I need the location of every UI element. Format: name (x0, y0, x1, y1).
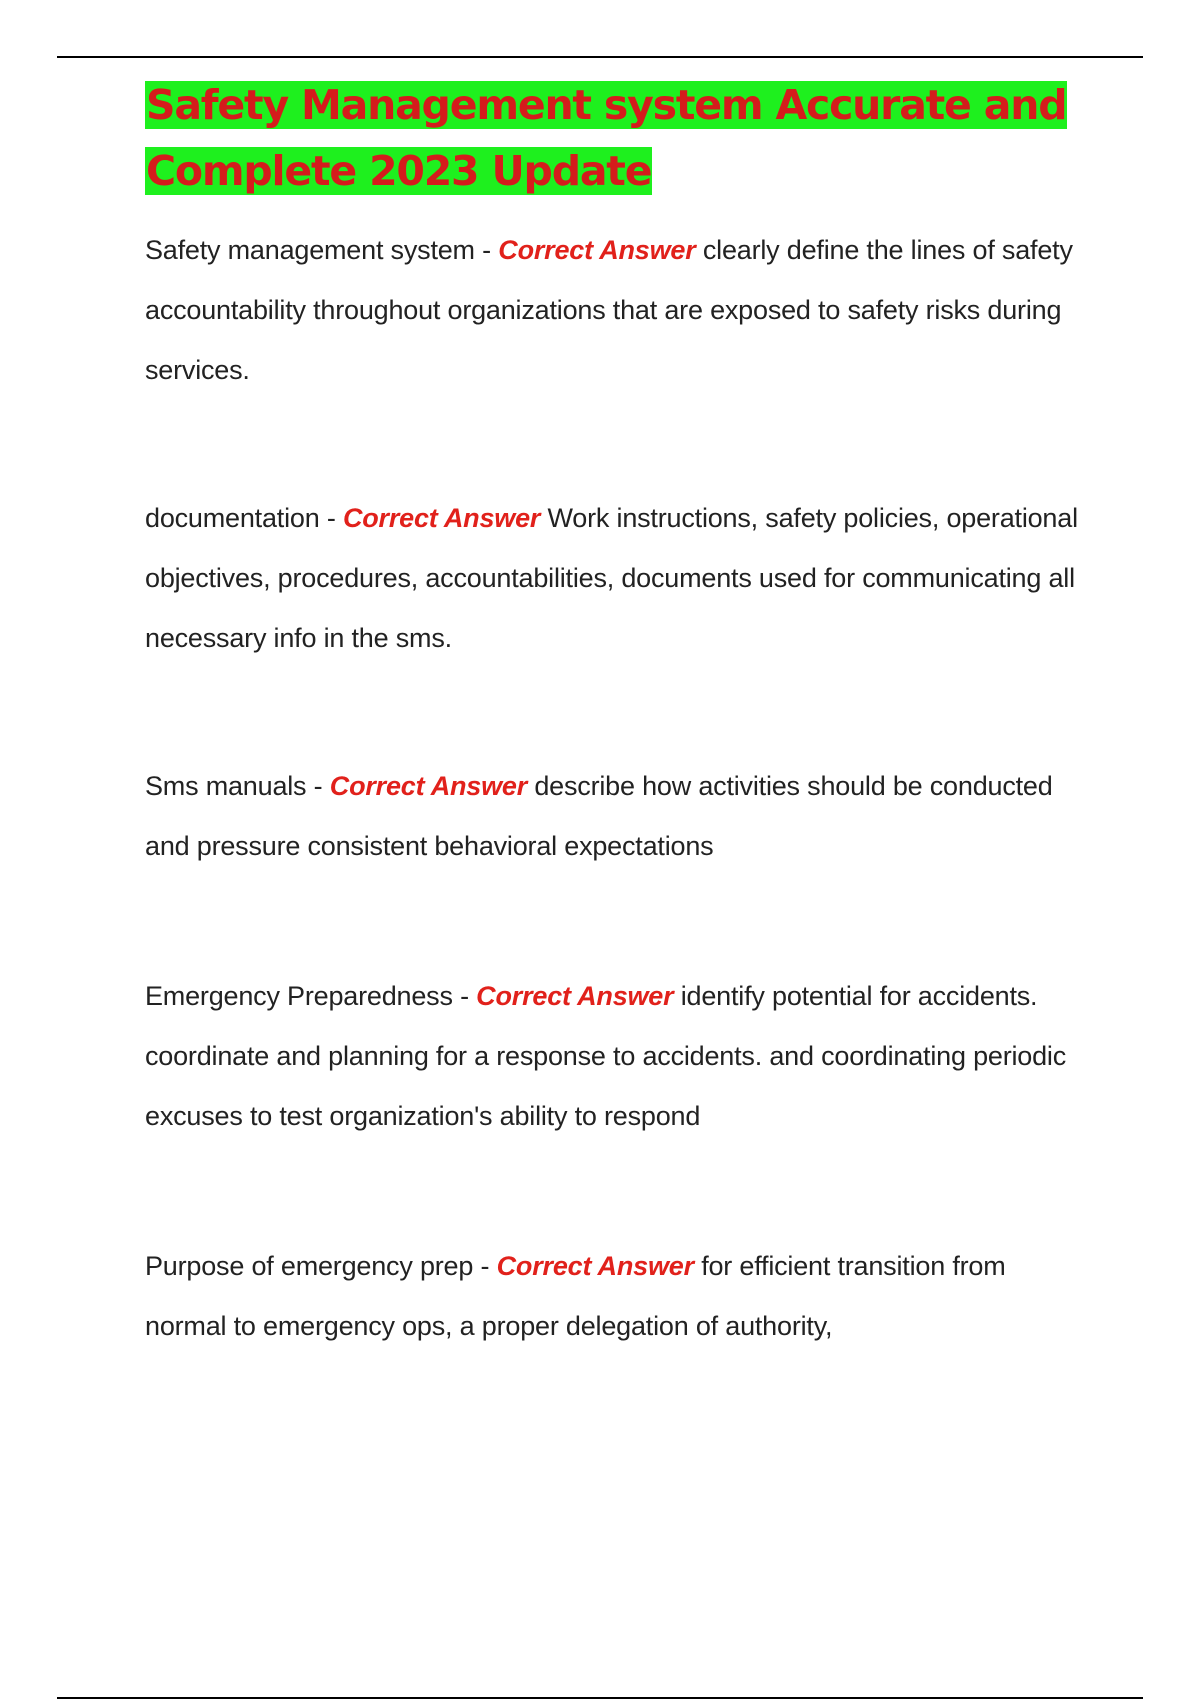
qa-separator: - (473, 1251, 497, 1281)
qa-definition: Work instructions, safety policies, operational objectives, procedures, accountabilities, documents used for communicating all necessary info in the sms. (145, 503, 1078, 653)
qa-entry (145, 966, 1085, 1146)
answer-tag: Correct Answer (329, 771, 528, 801)
qa-term: Emergency Preparedness (145, 981, 453, 1011)
qa-definition: for efficient transition from normal to emergency ops, a proper delegation of authority, (145, 1251, 1006, 1341)
header-rule (57, 56, 1143, 58)
answer-tag: Correct Answer (342, 503, 541, 533)
qa-entry (145, 220, 1085, 400)
answer-tag: Correct Answer (476, 981, 674, 1011)
answer-tag: Correct Answer (496, 1251, 694, 1281)
qa-definition: describe how activities should be conducted and pressure consistent behavioral expectations (145, 771, 1053, 861)
qa-term: Purpose of emergency prep (145, 1251, 474, 1281)
qa-definition: identify potential for accidents. coordinate and planning for a response to accidents. and coordinating periodic excuses to test organization's ability to respond (145, 981, 1067, 1131)
document-title-highlight: Safety Management system Accurate and Complete 2023 Update (146, 81, 1067, 195)
qa-term: Safety management system (145, 235, 475, 265)
qa-term: documentation (145, 503, 320, 533)
qa-entry (145, 1236, 1085, 1356)
qa-separator: - (306, 771, 330, 801)
document-body (145, 72, 1085, 1356)
qa-separator: - (474, 235, 499, 265)
qa-term: Sms manuals (145, 771, 307, 801)
answer-tag: Correct Answer (498, 235, 696, 265)
footer-rule (57, 1697, 1143, 1699)
qa-separator: - (319, 503, 343, 533)
qa-list (145, 220, 1085, 1356)
qa-entry (145, 488, 1085, 668)
document-title (145, 72, 1085, 204)
qa-separator: - (452, 981, 477, 1011)
qa-entry (145, 756, 1085, 876)
qa-definition: clearly define the lines of safety accountability throughout organizations that are exposed to safety risks during services. (145, 235, 1073, 385)
